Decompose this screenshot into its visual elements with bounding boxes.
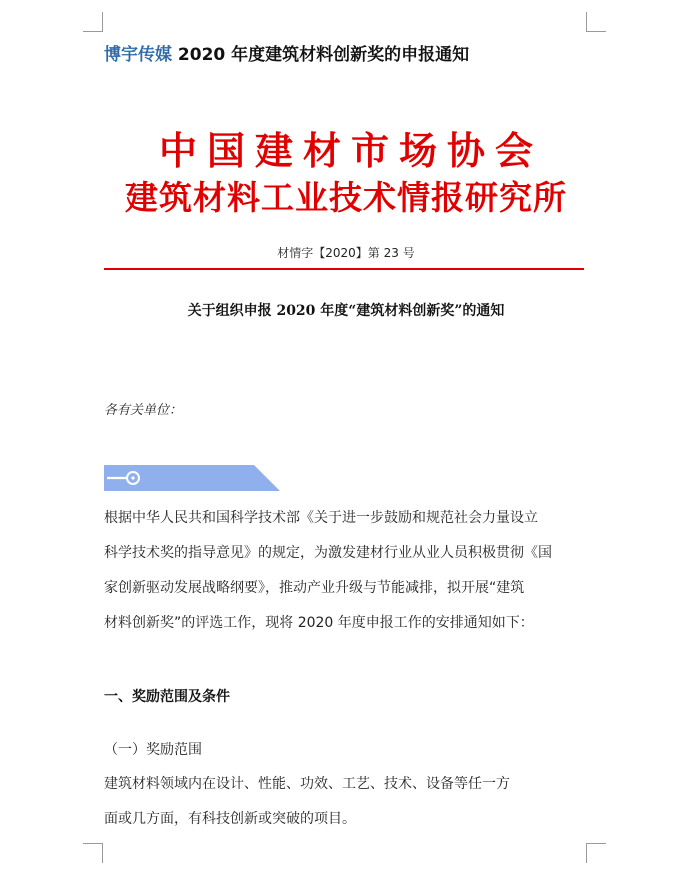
crop-mark-bottom-left-h: [83, 843, 103, 844]
letterhead-org-line1: 中国建材市场协会: [158, 129, 543, 173]
section-ribbon-decoration: [104, 465, 280, 491]
crop-mark-top-left-h: [83, 31, 103, 32]
document-number: 材情字【2020】第 23 号: [277, 246, 415, 260]
paragraph-line: 家创新驱动发展战略纲要》，推动产业升级与节能减排，拟开展“建筑: [104, 580, 525, 596]
letterhead-org-line2: 建筑材料工业技术情报研究所: [125, 178, 567, 217]
crop-mark-bottom-left: [102, 843, 103, 863]
crop-mark-bottom-right: [586, 843, 587, 863]
brand-name: 博宇传媒: [104, 45, 172, 65]
crop-mark-top-right-h: [586, 31, 606, 32]
paragraph-line: 根据中华人民共和国科学技术部《关于进一步鼓励和规范社会力量设立: [104, 510, 538, 526]
headline-title: 2020 年度建筑材料创新奖的申报通知: [177, 45, 470, 65]
document-title: 关于组织申报 2020 年度“建筑材料创新奖”的通知: [187, 303, 505, 319]
paragraph-line: 面或几方面，有科技创新或突破的项目。: [104, 811, 356, 827]
crop-mark-top-right: [586, 12, 587, 32]
crop-mark-bottom-right-h: [586, 843, 606, 844]
salutation: 各有关单位：: [104, 403, 183, 418]
section-heading: 一、奖励范围及条件: [104, 689, 230, 705]
article-headline: [104, 40, 469, 65]
subsection-heading: （一）奖励范围: [104, 742, 202, 758]
intro-paragraph: [104, 501, 588, 641]
paragraph-line: 科学技术奖的指导意见》的规定，为激发建材行业从业人员积极贯彻《国: [104, 545, 552, 561]
letterhead-red-rule: [104, 268, 584, 270]
crop-mark-top-left: [102, 12, 103, 32]
scope-paragraph: [104, 767, 588, 837]
paragraph-line: 建筑材料领域内在设计、性能、功效、工艺、技术、设备等任一方: [104, 776, 510, 792]
paragraph-line: 材料创新奖”的评选工作，现将 2020 年度申报工作的安排通知如下：: [104, 615, 534, 631]
